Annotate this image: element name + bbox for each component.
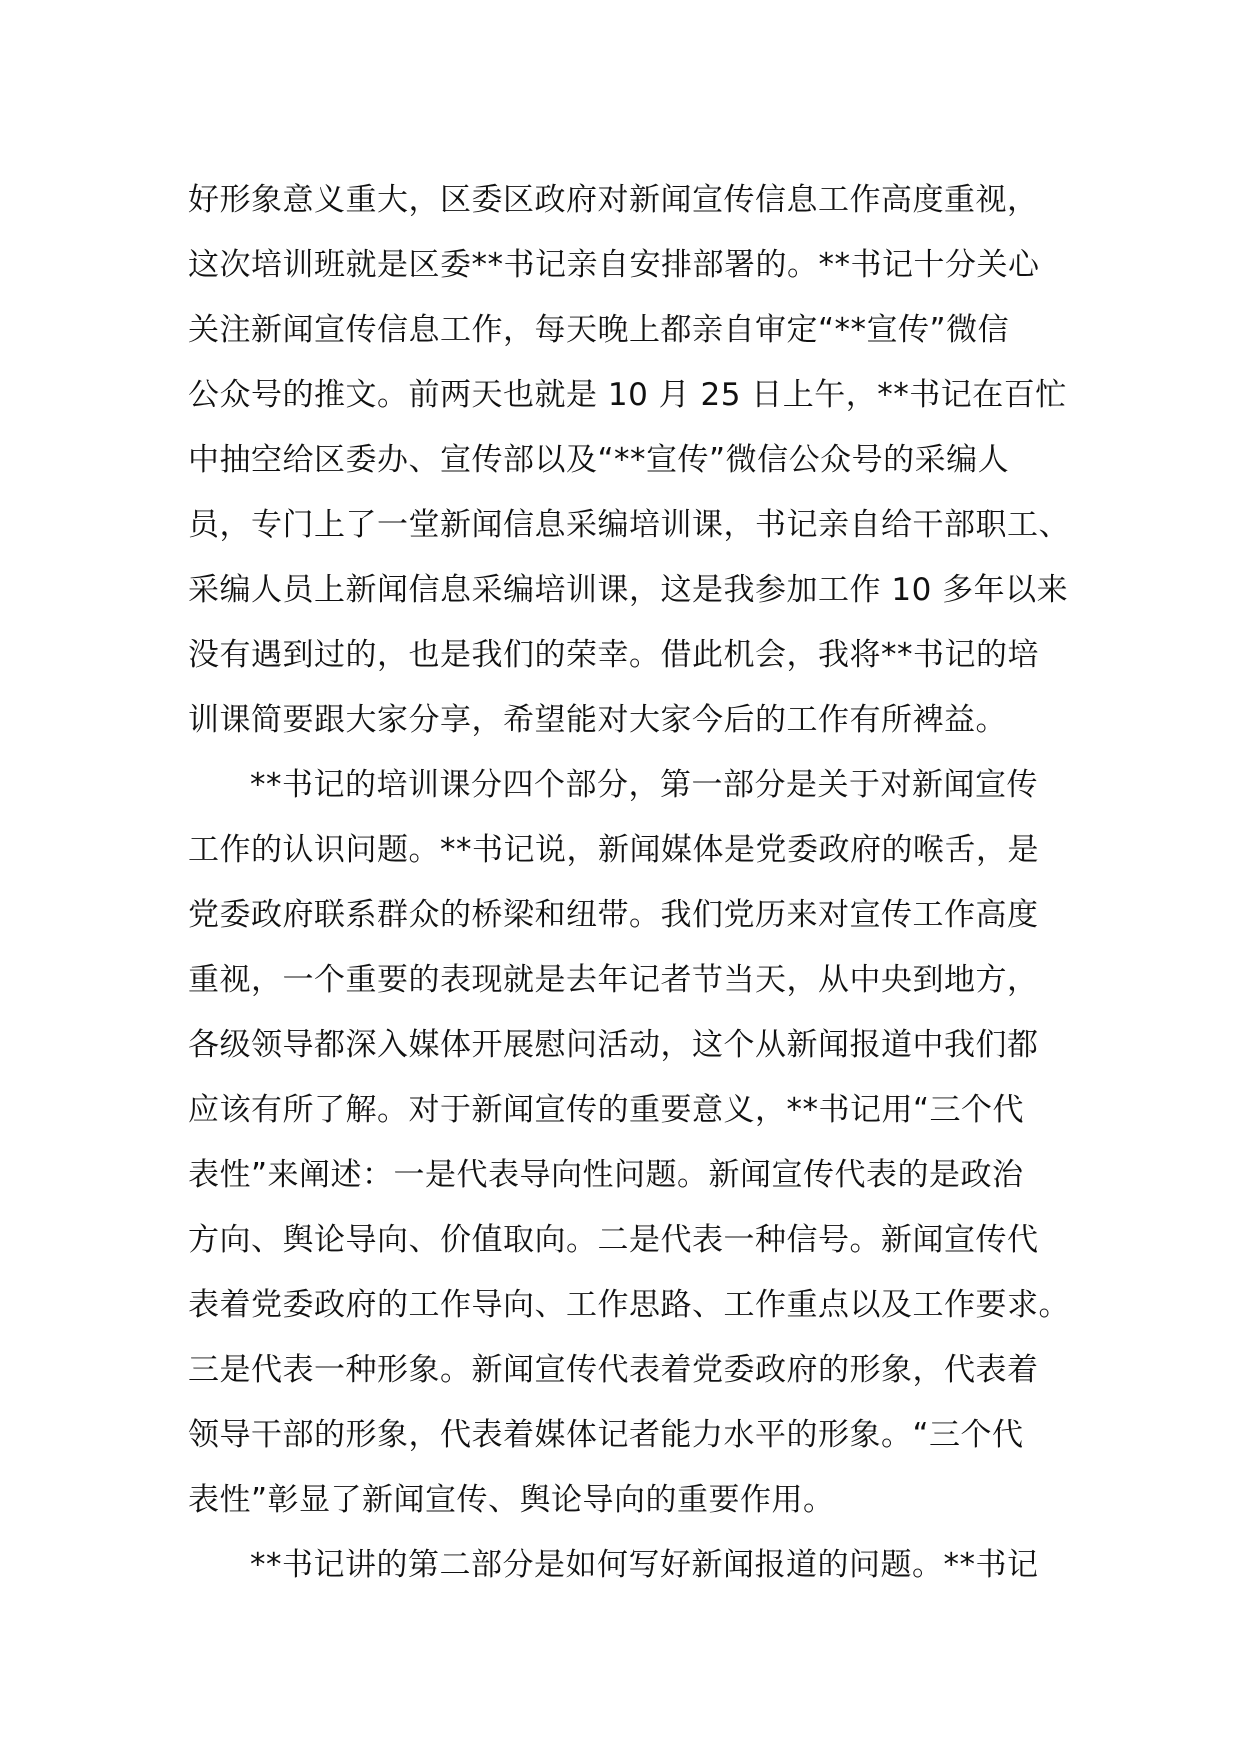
text-line: 这次培训班就是区委**书记亲自安排部署的。**书记十分关心 bbox=[188, 247, 1040, 283]
text-line: 工作的认识问题。**书记说，新闻媒体是党委政府的喉舌，是 bbox=[188, 832, 1039, 868]
text-line: 各级领导都深入媒体开展慰问活动，这个从新闻报道中我们都 bbox=[188, 1027, 1039, 1063]
text-line: 表性”来阐述：一是代表导向性问题。新闻宣传代表的是政治 bbox=[188, 1157, 1024, 1193]
text-line: 员，专门上了一堂新闻信息采编培训课，书记亲自给干部职工、 bbox=[188, 507, 1070, 543]
text-line: 应该有所了解。对于新闻宣传的重要意义，**书记用“三个代 bbox=[188, 1092, 1025, 1128]
text-line: 表着党委政府的工作导向、工作思路、工作重点以及工作要求。 bbox=[188, 1287, 1070, 1323]
text-line: 三是代表一种形象。新闻宣传代表着党委政府的形象，代表着 bbox=[188, 1352, 1039, 1388]
text-line: 好形象意义重大，区委区政府对新闻宣传信息工作高度重视， bbox=[188, 182, 1039, 218]
body-text bbox=[188, 168, 1068, 1598]
paragraph-first-line: **书记的培训课分四个部分，第一部分是关于对新闻宣传 bbox=[250, 767, 1038, 803]
text-line: 中抽空给区委办、宣传部以及“**宣传”微信公众号的采编人 bbox=[188, 442, 1010, 478]
text-line: 采编人员上新闻信息采编培训课，这是我参加工作 10 多年以来 bbox=[188, 572, 1069, 608]
text-line: 公众号的推文。前两天也就是 10 月 25 日上午，**书记在百忙 bbox=[188, 377, 1067, 413]
text-line: 关注新闻宣传信息工作，每天晚上都亲自审定“**宣传”微信 bbox=[188, 312, 1010, 348]
text-line: 表性”彰显了新闻宣传、舆论导向的重要作用。 bbox=[188, 1482, 835, 1518]
paragraph-first-line: **书记讲的第二部分是如何写好新闻报道的问题。**书记 bbox=[250, 1547, 1039, 1583]
text-line: 党委政府联系群众的桥梁和纽带。我们党历来对宣传工作高度 bbox=[188, 897, 1039, 933]
text-line: 没有遇到过的，也是我们的荣幸。借此机会，我将**书记的培 bbox=[188, 637, 1039, 673]
text-line: 方向、舆论导向、价值取向。二是代表一种信号。新闻宣传代 bbox=[188, 1222, 1039, 1258]
text-line: 重视，一个重要的表现就是去年记者节当天，从中央到地方， bbox=[188, 962, 1039, 998]
text-line: 领导干部的形象，代表着媒体记者能力水平的形象。“三个代 bbox=[188, 1417, 1024, 1453]
text-line: 训课简要跟大家分享，希望能对大家今后的工作有所裨益。 bbox=[188, 702, 1007, 738]
